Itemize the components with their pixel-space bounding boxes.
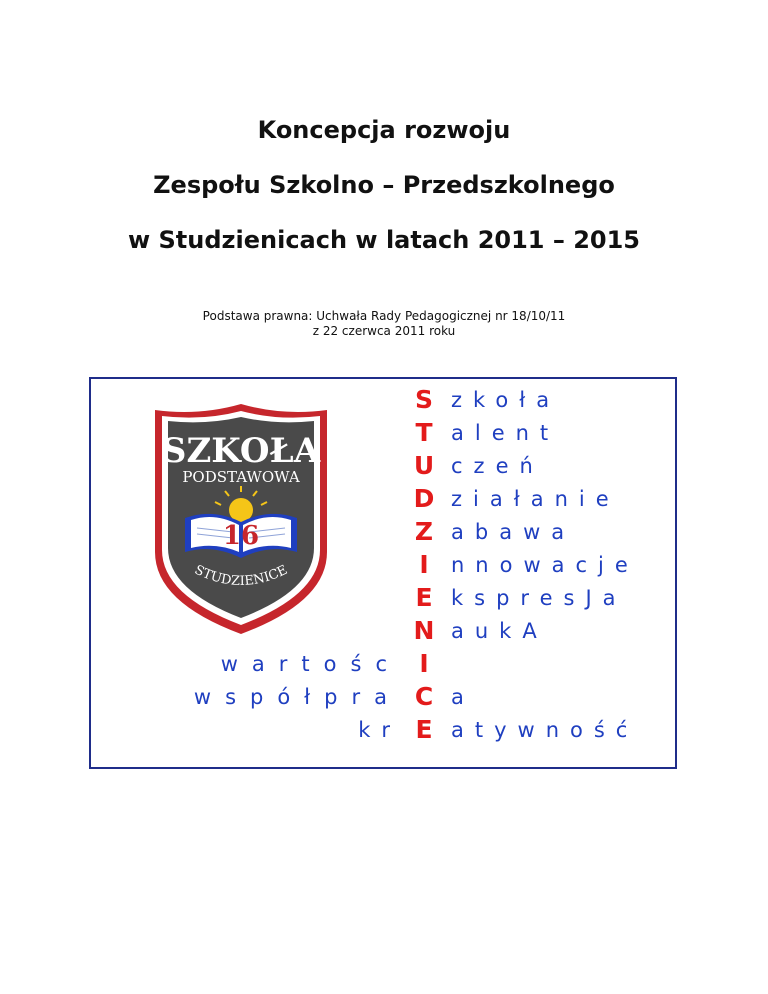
acrostic-word-left: kr [358,718,401,742]
acrostic-capital: Z [414,517,434,546]
acrostic-word-right: a [451,685,475,709]
acrostic-capital: E [415,583,433,612]
document-title-line-3: w Studzienicach w latach 2011 – 2015 [127,226,640,254]
crest-title-text: SZKOŁA [161,431,321,471]
crest-bottom-text: STUDZIENICE [192,562,290,590]
acrostic-capital: T [415,418,433,447]
acrostic-word-right: zkoła [451,388,561,412]
crest-subtitle-text: PODSTAWOWA [182,468,300,486]
acrostic-word-right: czeń [451,454,544,478]
acrostic-capital: I [419,649,429,678]
acrostic-capital: I [419,550,429,579]
acrostic-word-right: alent [451,421,560,445]
document-title-line-1: Koncepcja rozwoju [257,116,511,144]
acrostic-capital: S [414,385,433,414]
acrostic-word-right: aukA [451,619,548,643]
acrostic-word-right: nnowacje [451,553,639,577]
acrostic-capital: C [414,682,434,711]
acrostic-capital: D [413,484,435,513]
document-title-line-2: Zespołu Szkolno – Przedszkolnego [153,171,615,199]
acrostic-word-left: współpra [193,685,401,709]
acrostic-word-right: ziałanie [451,487,620,511]
acrostic-word-right: kspresJa [451,586,627,610]
acrostic-capital: U [413,451,435,480]
acrostic-word-right: atywność [451,718,639,742]
legal-basis-line-2: z 22 czerwca 2011 roku [312,324,456,338]
acrostic-word-right: abawa [451,520,576,544]
acrostic-word-left: wartośc [220,652,401,676]
acrostic-capital: E [415,715,433,744]
crest-number-text: 16 [222,521,260,551]
legal-basis-line-1: Podstawa prawna: Uchwała Rady Pedagogicznej nr 18/10/11 [202,309,566,323]
acrostic-capital: N [413,616,435,645]
school-crest-logo [151,402,331,638]
